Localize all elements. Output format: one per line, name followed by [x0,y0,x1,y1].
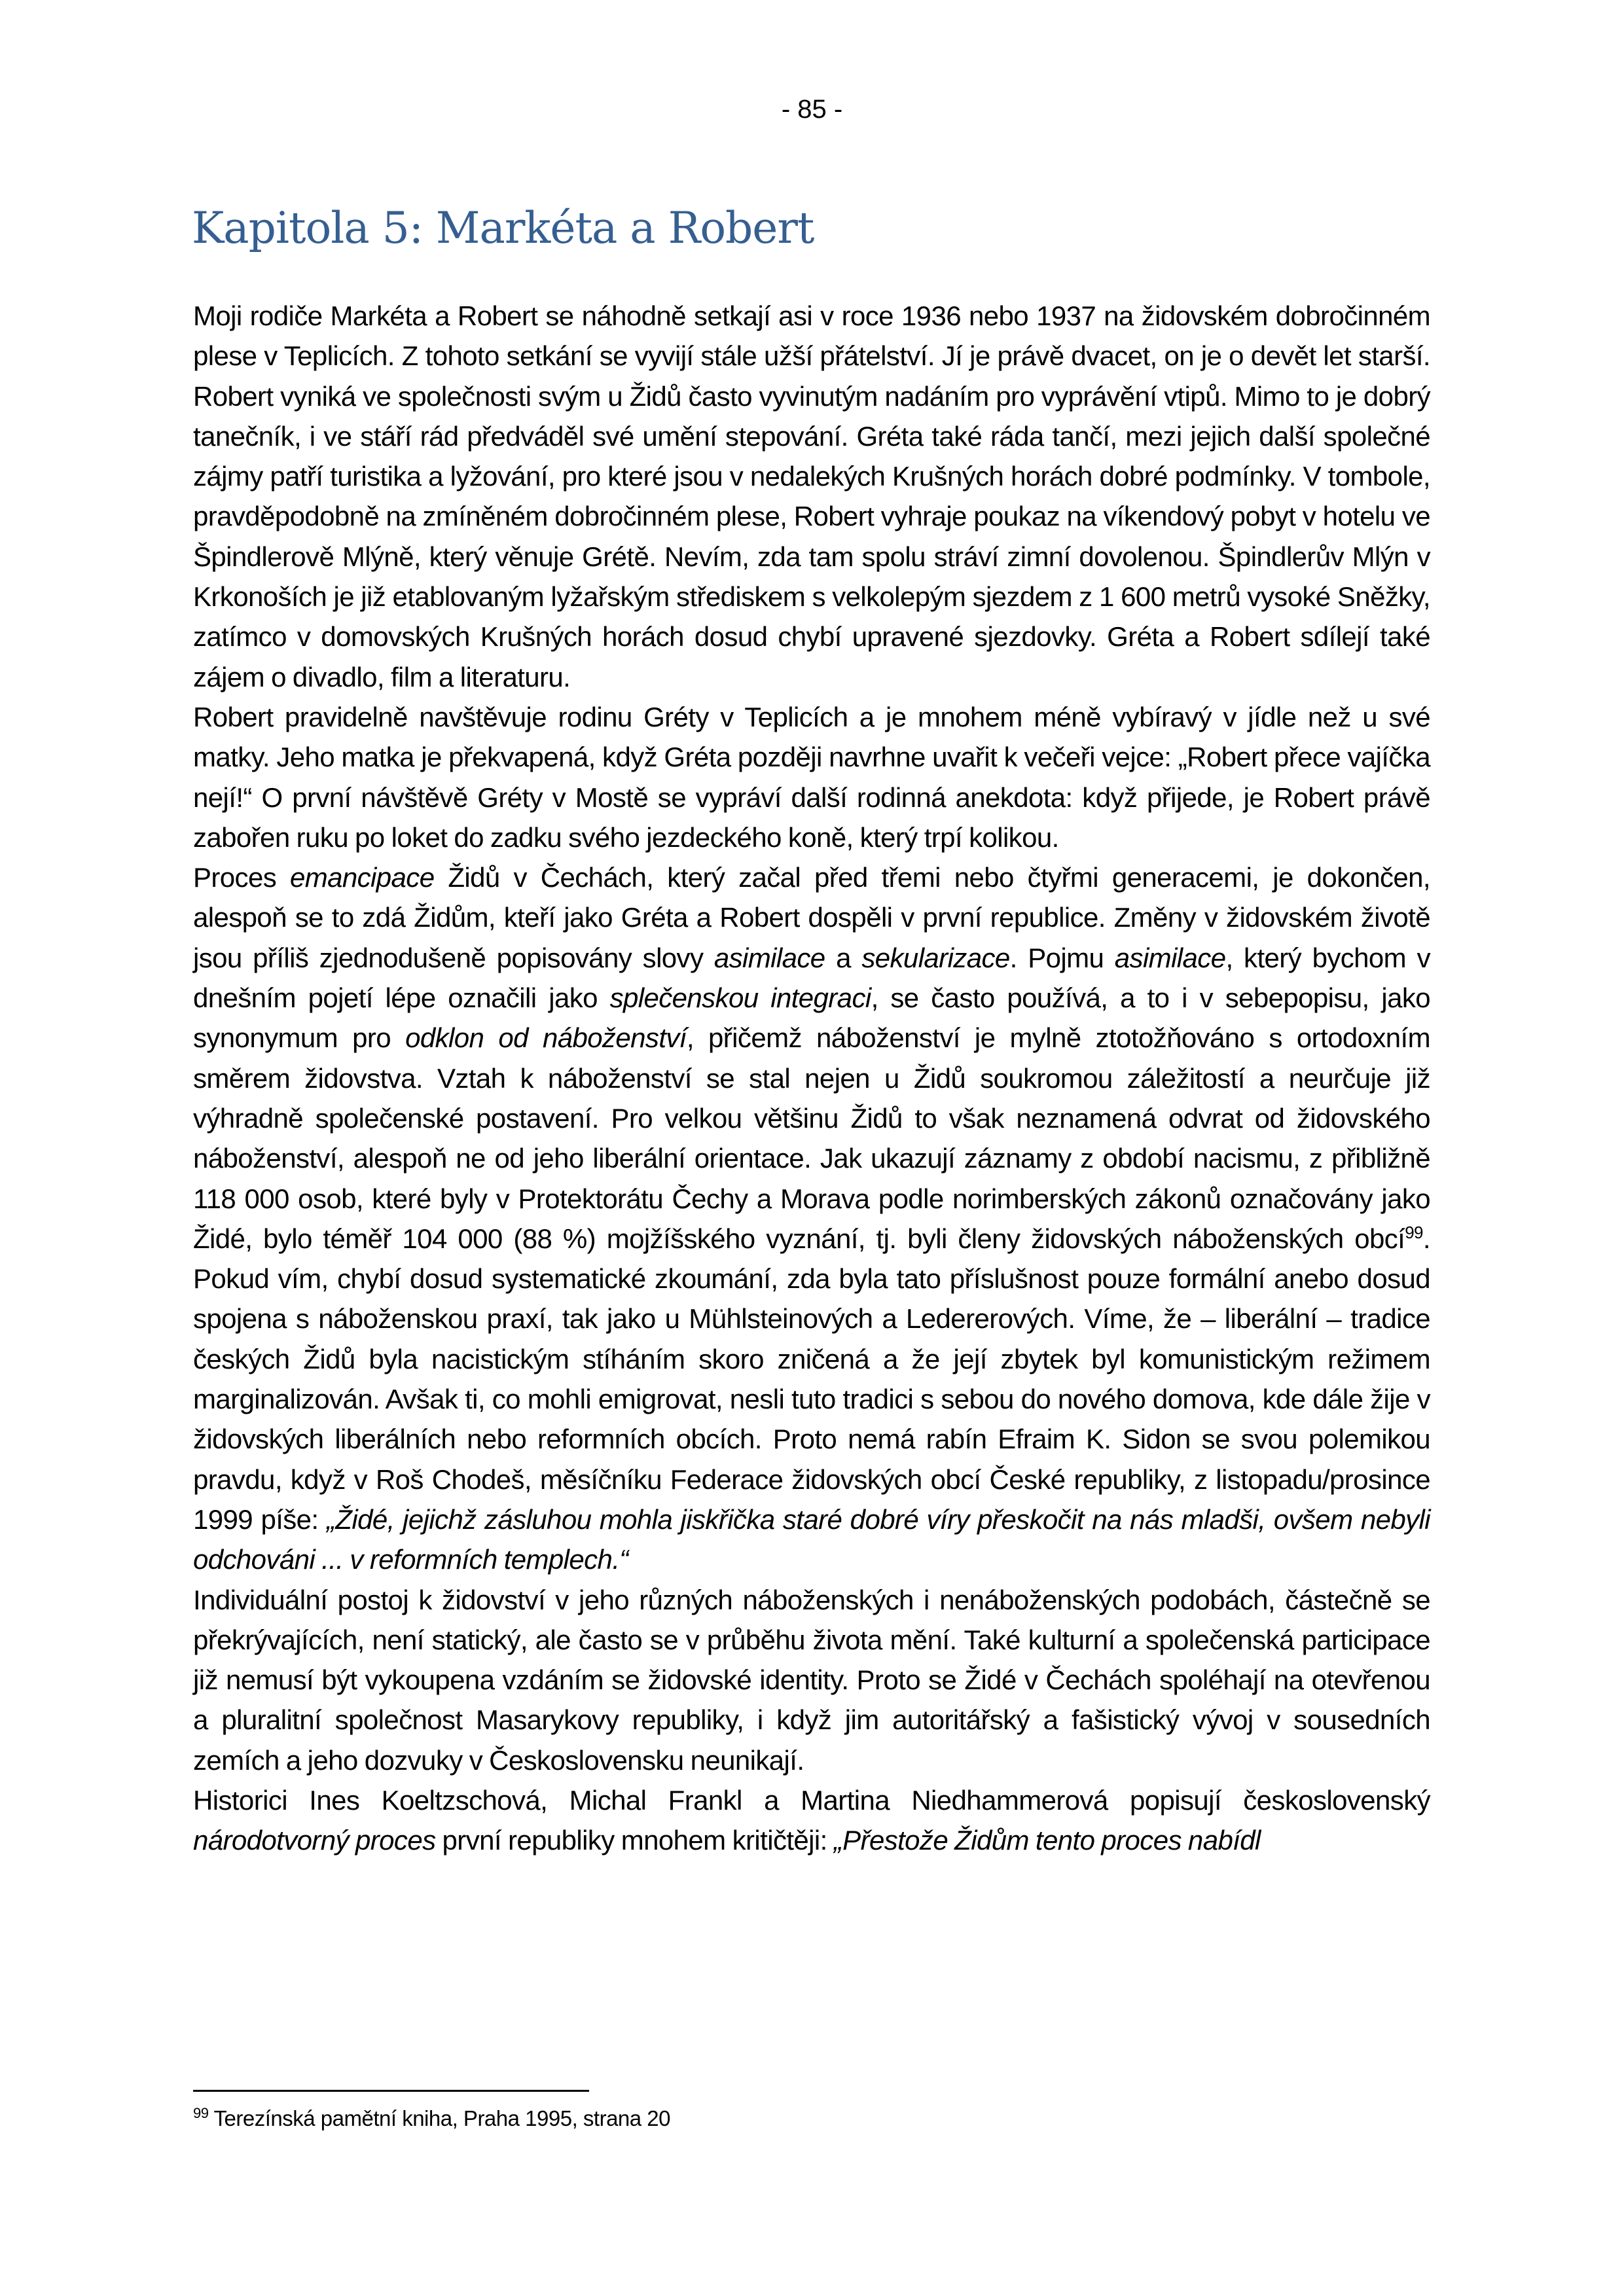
text-run: Historici Ines Koeltzschová, Michal Frankl a Martina Niedhammerová popisují československý [193,1784,1430,1816]
text-run: . Pojmu [1009,942,1115,973]
italic-text: „Židé, jejichž zásluhou mohla jiskřička staré dobré víry přeskočit na nás mladši, ovšem nebyli odchováni ... v reformních templech.“ [193,1503,1430,1575]
italic-text: splečenskou integraci [609,982,871,1014]
body-text [193,296,1430,1861]
text-run: , se často používá, a to i v sebepopisu, jako synonymum pro [193,982,1430,1054]
italic-text: sekularizace [861,942,1010,973]
footnote-separator [193,2090,589,2092]
italic-text: asimilace [713,942,825,973]
text-run: , který bychom v dnešním pojetí lépe označili jako [193,942,1430,1014]
chapter-title: Kapitola 5: Markéta a Robert [192,203,814,253]
text-run: Proces [193,862,290,893]
text-run: , přičemž náboženství je mylně ztotožňováno s ortodoxním směrem židovstva. Vztah k náboženství se stal nejen u Židů soukromou záležitostí a neurčuje již výhradně společenské postavení. Pro velkou většinu Židů to však neznamená odvrat od židovského náboženství, alespoň ne od jeho liberální orientace. Jak ukazují záznamy z období nacismu, z přibližně 118 000 osob, které byly v Protektorátu Čechy a Morava podle norimberských zákonů označovány jako Židé, bylo téměř 104 000 (88 %) mojžíšského vyznání, tj. byli členy židovských náboženských obcí [193,1022,1430,1254]
paragraph-2 [193,697,1430,857]
paragraph-1 [193,296,1430,697]
italic-text: národotvorný proces [193,1825,436,1856]
text-run: Moji rodiče Markéta a Robert se náhodně setkají asi v roce 1936 nebo 1937 na židovském dobročinném plese v Teplicích. Z tohoto setkání se vyvijí stále užší přátelství. Jí je právě dvacet, on je o devět let starší. Robert vyniká ve společnosti svým u Židů často vyvinutým nadáním pro vyprávění vtipů. Mimo to je dobrý tanečník, i ve stáří rád předváděl své umění stepování. Gréta také ráda tančí, mezi jejich další společné zájmy patří turistika a lyžování, pro které jsou v nedalekých Krušných horách dobré podmínky. V tombole, pravděpodobně na zmíněném dobročinném plese, Robert vyhraje poukaz na víkendový pobyt v hotelu ve Špindlerově Mlýně, který věnuje Grétě. Nevím, zda tam spolu stráví zimní dovolenou. Špindlerův Mlýn v Krkonoších je již etablovaným lyžařským střediskem s velkolepým sjezdem z 1 600 metrů vysoké Sněžky, zatímco v domovských Krušných horách dosud chybí upravené sjezdovky. Gréta a Robert sdílejí také zájem o divadlo, film a literaturu. [193,300,1430,692]
italic-text: emancipace [289,862,435,893]
text-run: Robert pravidelně navštěvuje rodinu Gréty v Teplicích a je mnohem méně vybíravý v jídle než u své matky. Jeho matka je překvapená, když Gréta později navrhne uvařit k večeři vejce: „Robert přece vajíčka nejí!“ O první návštěvě Gréty v Mostě se vypráví další rodinná anekdota: když přijede, je Robert právě zabořen ruku po loket do zadku svého jezdeckého koně, který trpí kolikou. [193,701,1430,853]
paragraph-3 [193,857,1430,1579]
text-run: Individuální postoj k židovství v jeho různých náboženských i nenáboženských podobách, částečně se překrývajících, není statický, ale často se v průběhu života mění. Také kulturní a společenská participace již nemusí být vykoupena vzdáním se židovské identity. Proto se Židé v Čechách spoléhají na otevřenou a pluralitní společnost Masarykovy republiky, i když jim autoritářský a fašistický vývoj v sousedních zemích a jeho dozvuky v Československu neunikají. [193,1584,1430,1776]
italic-text: asimilace [1114,942,1226,973]
footnote-text: Terezínská pamětní kniha, Praha 1995, strana 20 [208,2106,670,2130]
footnote-marker: 99 [193,2105,209,2121]
italic-text: „Přestože Židům tento proces nabídl [833,1825,1261,1856]
footnote-99 [193,2106,1430,2131]
text-run: a [825,942,862,973]
text-run: Židů v Čechách, který začal před třemi nebo čtyřmi generacemi, je dokončen, alespoň se to zdá Židům, kteří jako Gréta a Robert dospěli v první republice. Změny v židovském životě jsou příliš zjednodušeně popisovány slovy [193,862,1431,973]
footnote-reference[interactable]: 99 [1405,1222,1423,1242]
text-run: . Pokud vím, chybí dosud systematické zkoumání, zda byla tato příslušnost pouze formální anebo dosud spojena s náboženskou praxí, tak jako u Mühlsteinových a Ledererových. Víme, že – liberální – tradice českých Židů byla nacistickým stíháním skoro zničená a že její zbytek byl komunistickým režimem marginalizován. Avšak ti, co mohli emigrovat, nesli tuto tradici s sebou do nového domova, kde dále žije v židovských liberálních nebo reformních obcích. Proto nemá rabín Efraim K. Sidon se svou polemikou pravdu, když v Roš Chodeš, měsíčníku Federace židovských obcí České republiky, z listopadu/prosince 1999 píše: [193,1223,1430,1535]
italic-text: odklon od náboženství [405,1022,687,1054]
page-number: - 85 - [781,95,843,124]
paragraph-4 [193,1580,1430,1780]
paragraph-5 [193,1780,1430,1861]
text-run: první republiky mnohem kritičtěji: [435,1825,834,1856]
